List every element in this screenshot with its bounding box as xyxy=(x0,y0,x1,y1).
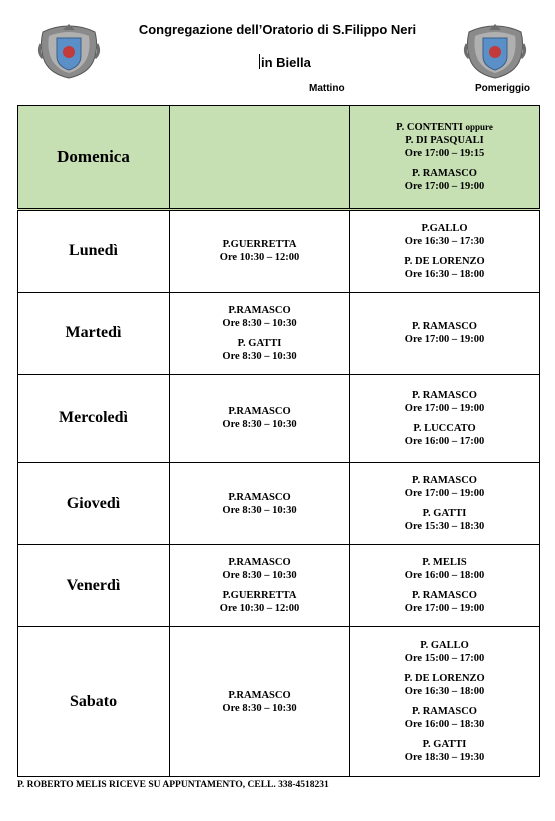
priest-name xyxy=(350,121,539,134)
afternoon-cell xyxy=(350,545,540,627)
shift-time: Ore 16:30 – 18:00 xyxy=(404,686,485,698)
shift-entry xyxy=(350,389,539,415)
document-title: Congregazione dell’Oratorio di S.Filippo Neri xyxy=(138,22,417,37)
shift-entry xyxy=(350,556,539,582)
shift-time: Ore 15:30 – 18:30 xyxy=(404,521,485,533)
shift-entry xyxy=(170,556,349,582)
shift-time: Ore 17:00 – 19:15 xyxy=(404,148,485,160)
day-cell: Domenica xyxy=(18,106,170,210)
priest-name: P. GATTI xyxy=(422,508,467,520)
priest-name: P. RAMASCO xyxy=(412,475,477,487)
priest-name: P. DE LORENZO xyxy=(404,673,485,685)
priest-name-primary: P. CONTENTI xyxy=(396,122,463,134)
shift-time: Ore 10:30 – 12:00 xyxy=(219,252,300,264)
shift-time: Ore 17:00 – 19:00 xyxy=(404,402,485,414)
shift-time: Ore 8:30 – 10:30 xyxy=(222,419,297,431)
text-cursor xyxy=(259,54,260,69)
morning-cell xyxy=(170,463,350,545)
column-label-morning: Mattino xyxy=(309,83,345,94)
shift-time: Ore 8:30 – 10:30 xyxy=(222,504,297,516)
afternoon-cell xyxy=(350,627,540,777)
document-subtitle xyxy=(259,54,311,70)
afternoon-cell xyxy=(350,210,540,292)
shift-entry xyxy=(350,222,539,248)
priest-name: P.RAMASCO xyxy=(228,491,291,503)
shift-entry xyxy=(170,337,349,363)
shift-time: Ore 8:30 – 10:30 xyxy=(222,570,297,582)
afternoon-cell xyxy=(350,292,540,374)
subtitle-text: in Biella xyxy=(261,55,311,70)
day-cell: Venerdì xyxy=(18,545,170,627)
schedule-row xyxy=(18,627,540,777)
shift-entry xyxy=(170,589,349,615)
schedule-row xyxy=(18,374,540,462)
afternoon-cell xyxy=(350,374,540,462)
priest-name: P. GATTI xyxy=(422,739,467,751)
priest-name: P. RAMASCO xyxy=(412,321,477,333)
priest-name: P.RAMASCO xyxy=(228,689,291,701)
priest-name: P. GATTI xyxy=(237,337,282,349)
shift-entry xyxy=(350,705,539,731)
shift-time: Ore 17:00 – 19:00 xyxy=(404,181,485,193)
schedule-table xyxy=(17,105,539,777)
alternative-label: oppure xyxy=(465,122,493,133)
schedule-row xyxy=(18,106,540,210)
shift-time: Ore 8:30 – 10:30 xyxy=(222,317,297,329)
shift-time: Ore 16:30 – 18:00 xyxy=(404,268,485,280)
shift-entry xyxy=(350,121,539,160)
schedule-row xyxy=(18,210,540,292)
morning-cell xyxy=(170,292,350,374)
morning-cell xyxy=(170,374,350,462)
shift-entry xyxy=(350,422,539,448)
day-cell: Sabato xyxy=(18,627,170,777)
day-cell: Giovedì xyxy=(18,463,170,545)
shift-entry xyxy=(350,255,539,281)
shift-time: Ore 8:30 – 10:30 xyxy=(222,702,297,714)
shift-time: Ore 10:30 – 12:00 xyxy=(219,603,300,615)
priest-name: P. MELIS xyxy=(422,557,467,569)
shift-time: Ore 16:00 – 18:00 xyxy=(404,570,485,582)
priest-name: P. RAMASCO xyxy=(412,590,477,602)
shift-entry xyxy=(170,238,349,264)
schedule-row xyxy=(18,292,540,374)
shift-entry xyxy=(170,491,349,517)
morning-cell xyxy=(170,545,350,627)
priest-name: P. DE LORENZO xyxy=(404,255,485,267)
priest-name: P. RAMASCO xyxy=(412,706,477,718)
priest-name: P.GUERRETTA xyxy=(222,239,297,251)
shift-entry xyxy=(350,167,539,193)
shift-time: Ore 8:30 – 10:30 xyxy=(222,350,297,362)
shift-entry xyxy=(170,405,349,431)
shift-entry xyxy=(170,304,349,330)
schedule-row xyxy=(18,463,540,545)
footer-note: P. ROBERTO MELIS RICEVE SU APPUNTAMENTO, CELL. 338-4518231 xyxy=(17,780,329,790)
shift-entry xyxy=(350,507,539,533)
day-cell: Lunedì xyxy=(18,210,170,292)
shift-time: Ore 16:00 – 17:00 xyxy=(404,435,485,447)
shift-entry xyxy=(350,589,539,615)
shift-time: Ore 17:00 – 19:00 xyxy=(404,603,485,615)
priest-name: P. LUCCATO xyxy=(413,422,476,434)
shift-time: Ore 15:00 – 17:00 xyxy=(404,653,485,665)
shift-time: Ore 16:00 – 18:30 xyxy=(404,719,485,731)
priest-name: P.GALLO xyxy=(421,222,468,234)
shift-entry xyxy=(170,689,349,715)
priest-name: P.GUERRETTA xyxy=(222,590,297,602)
afternoon-cell xyxy=(350,463,540,545)
morning-cell xyxy=(170,210,350,292)
shift-entry xyxy=(350,639,539,665)
afternoon-cell xyxy=(350,106,540,210)
shift-entry xyxy=(350,672,539,698)
priest-name: P.RAMASCO xyxy=(228,406,291,418)
shift-time: Ore 16:30 – 17:30 xyxy=(404,235,485,247)
column-label-afternoon: Pomeriggio xyxy=(475,83,531,94)
shift-entry xyxy=(350,738,539,764)
shift-time: Ore 17:00 – 19:00 xyxy=(404,334,485,346)
shift-entry xyxy=(350,474,539,500)
day-cell: Martedì xyxy=(18,292,170,374)
priest-name-alternative: P. DI PASQUALI xyxy=(405,135,484,147)
priest-name: P.RAMASCO xyxy=(228,557,291,569)
shift-time: Ore 17:00 – 19:00 xyxy=(404,488,485,500)
priest-name: P. GALLO xyxy=(420,640,469,652)
day-cell: Mercoledì xyxy=(18,374,170,462)
shift-entry xyxy=(350,320,539,346)
shift-time: Ore 18:30 – 19:30 xyxy=(404,752,485,764)
morning-cell xyxy=(170,106,350,210)
priest-name: P. RAMASCO xyxy=(412,389,477,401)
priest-name: P.RAMASCO xyxy=(228,304,291,316)
morning-cell xyxy=(170,627,350,777)
schedule-row xyxy=(18,545,540,627)
priest-name: P. RAMASCO xyxy=(412,168,477,180)
